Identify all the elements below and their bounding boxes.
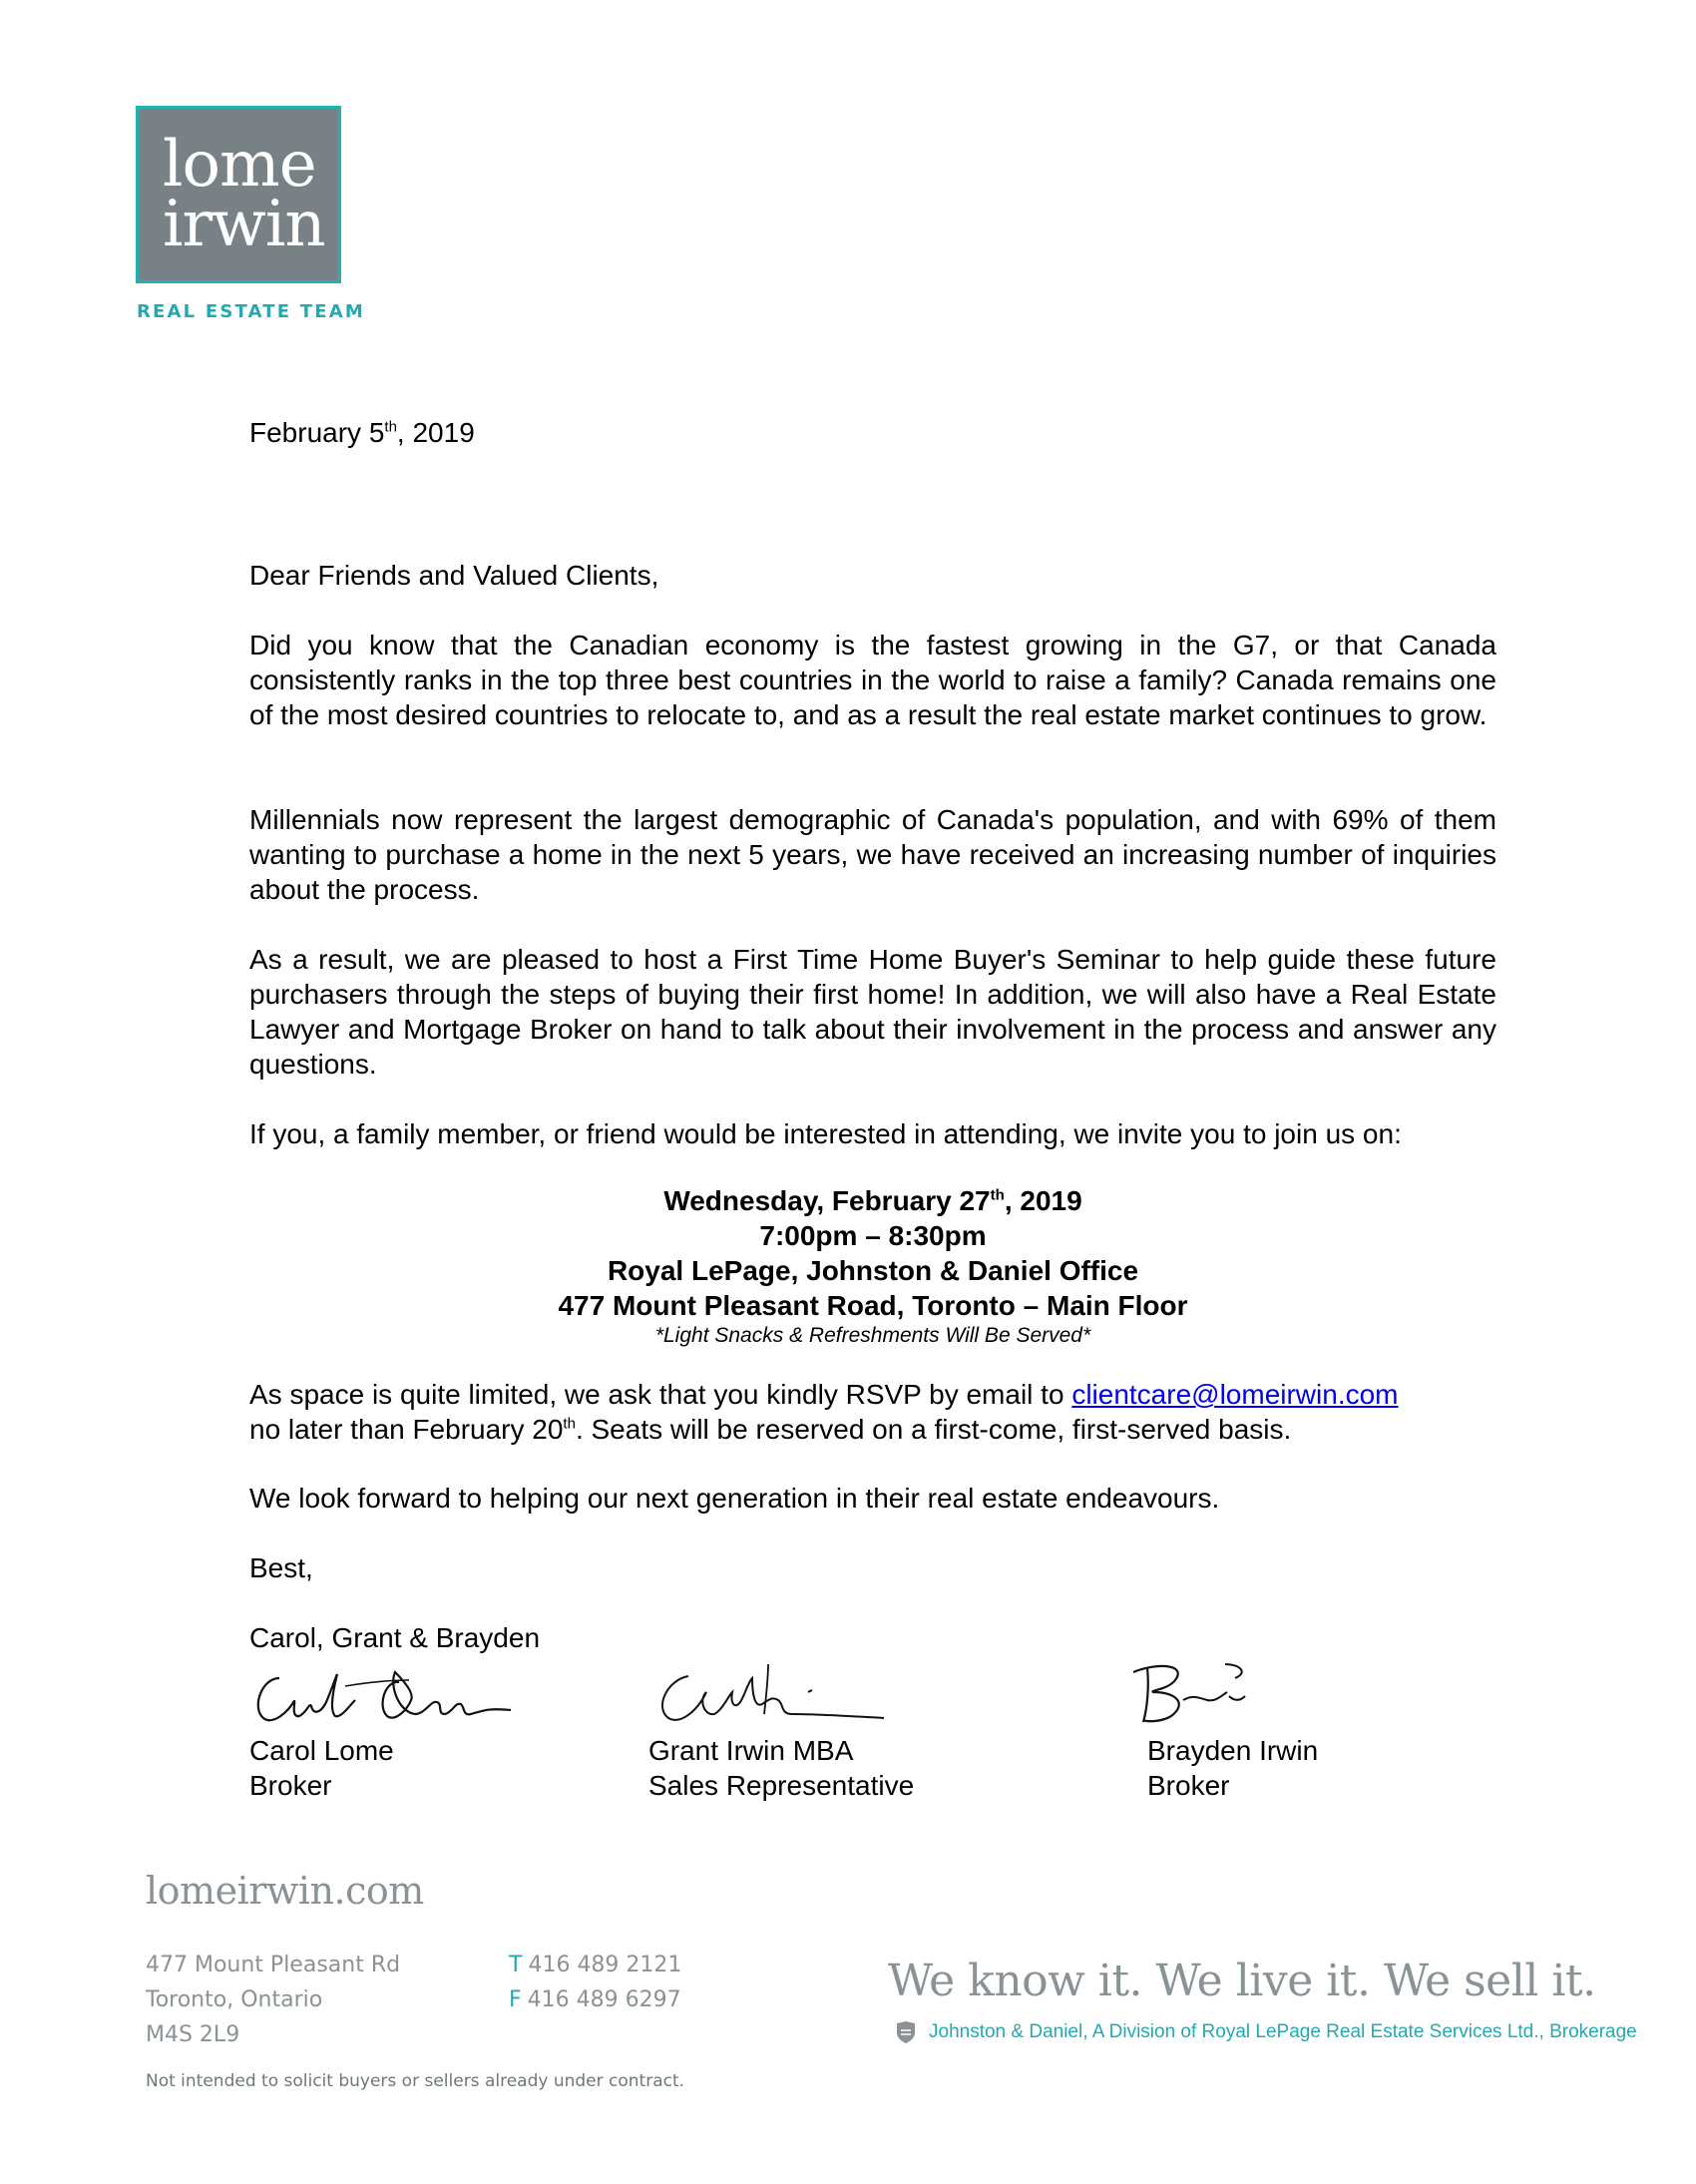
paragraph-closing-remark: We look forward to helping our next generation in their real estate endeavours. [249,1483,1220,1514]
brokerage-line [895,2020,1637,2044]
signature-carol-lome [249,1656,519,1734]
signer-name: Carol Lome [249,1735,394,1766]
address-postal-code: M4S 2L9 [146,2022,240,2047]
event-date-ordinal: th [990,1186,1005,1204]
footer-contact [509,1948,681,2017]
address-city: Toronto, Ontario [146,1987,323,2012]
event-details [249,1183,1496,1349]
footer-disclaimer: Not intended to solicit buyers or sellers already under contract. [146,2071,685,2091]
paragraph-economy: Did you know that the Canadian economy is the fastest growing in the G7, or that Canada consistently ranks in the top three best countries in the world to raise a family? Canada remains one of the most desired countries to relocate to, and as a result the real estate market continues to grow. [249,630,1496,730]
event-date [249,1183,1496,1218]
phone-number: 416 489 2121 [528,1953,682,1977]
rsvp-deadline-ordinal: th [563,1415,576,1433]
fax-number: 416 489 6297 [527,1987,681,2012]
event-venue: Royal LePage, Johnston & Daniel Office [607,1255,1139,1286]
event-address: 477 Mount Pleasant Road, Toronto – Main Floor [558,1290,1188,1321]
event-date-year: , 2019 [1004,1185,1082,1216]
signature-grant-irwin [648,1656,888,1734]
event-note: *Light Snacks & Refreshments Will Be Served* [654,1324,1091,1347]
rsvp-email-link[interactable]: clientcare@lomeirwin.com [1071,1379,1399,1410]
logo-word-irwin: irwin [163,188,325,261]
signer-carol [249,1733,394,1803]
event-time: 7:00pm – 8:30pm [759,1220,987,1251]
address-street: 477 Mount Pleasant Rd [146,1953,401,1977]
signer-name: Brayden Irwin [1147,1735,1319,1766]
date-text: February 5 [249,417,385,448]
rsvp-seating: . Seats will be reserved on a first-come, first-served basis. [575,1414,1292,1445]
signer-title: Broker [249,1770,332,1801]
salutation: Dear Friends and Valued Clients, [249,560,659,591]
signature-brayden-irwin [1127,1656,1267,1734]
signer-name: Grant Irwin MBA [648,1735,854,1766]
phone-line [509,1948,681,1982]
paragraph-seminar: As a result, we are pleased to host a First Time Home Buyer's Seminar to help guide these future purchasers through the steps of buying their first home! In addition, we will also have a Real Estate Lawyer and Mortgage Broker on hand to talk about their involvement in the process and answer any questions. [249,944,1496,1080]
signer-grant [648,1733,914,1803]
fax-line [509,1982,681,2017]
phone-label: T [509,1953,523,1977]
logo-tagline: REAL ESTATE TEAM [137,301,365,322]
rsvp-text: As space is quite limited, we ask that you kindly RSVP by email to [249,1379,1072,1410]
fax-label: F [509,1987,522,2012]
logo-word-lome: lome [163,128,316,202]
shield-icon [895,2020,917,2044]
company-logo [136,106,341,283]
paragraph-invitation: If you, a family member, or friend would be interested in attending, we invite you to join us on: [249,1118,1402,1149]
paragraph-millennials: Millennials now represent the largest demographic of Canada's population, and with 69% of them wanting to purchase a home in the next 5 years, we have received an increasing number of inquiries about the process. [249,804,1496,905]
letter-date [249,417,475,449]
signer-title: Broker [1147,1770,1230,1801]
footer-slogan: We know it. We live it. We sell it. [888,1956,1596,2006]
signer-brayden [1147,1733,1318,1803]
date-ordinal: th [384,418,397,436]
footer-address [146,1948,400,2052]
closing: Best, [249,1552,313,1583]
brokerage-text: Johnston & Daniel, A Division of Royal LePage Real Estate Services Ltd., Brokerage [929,2021,1637,2042]
footer-website: lomeirwin.com [146,1869,424,1913]
signer-title: Sales Representative [648,1770,915,1801]
rsvp-deadline: no later than February 20 [249,1414,564,1445]
date-year: , 2019 [396,417,475,448]
event-date-text: Wednesday, February 27 [663,1185,991,1216]
paragraph-rsvp [249,1377,1496,1447]
sender-names: Carol, Grant & Brayden [249,1622,541,1653]
